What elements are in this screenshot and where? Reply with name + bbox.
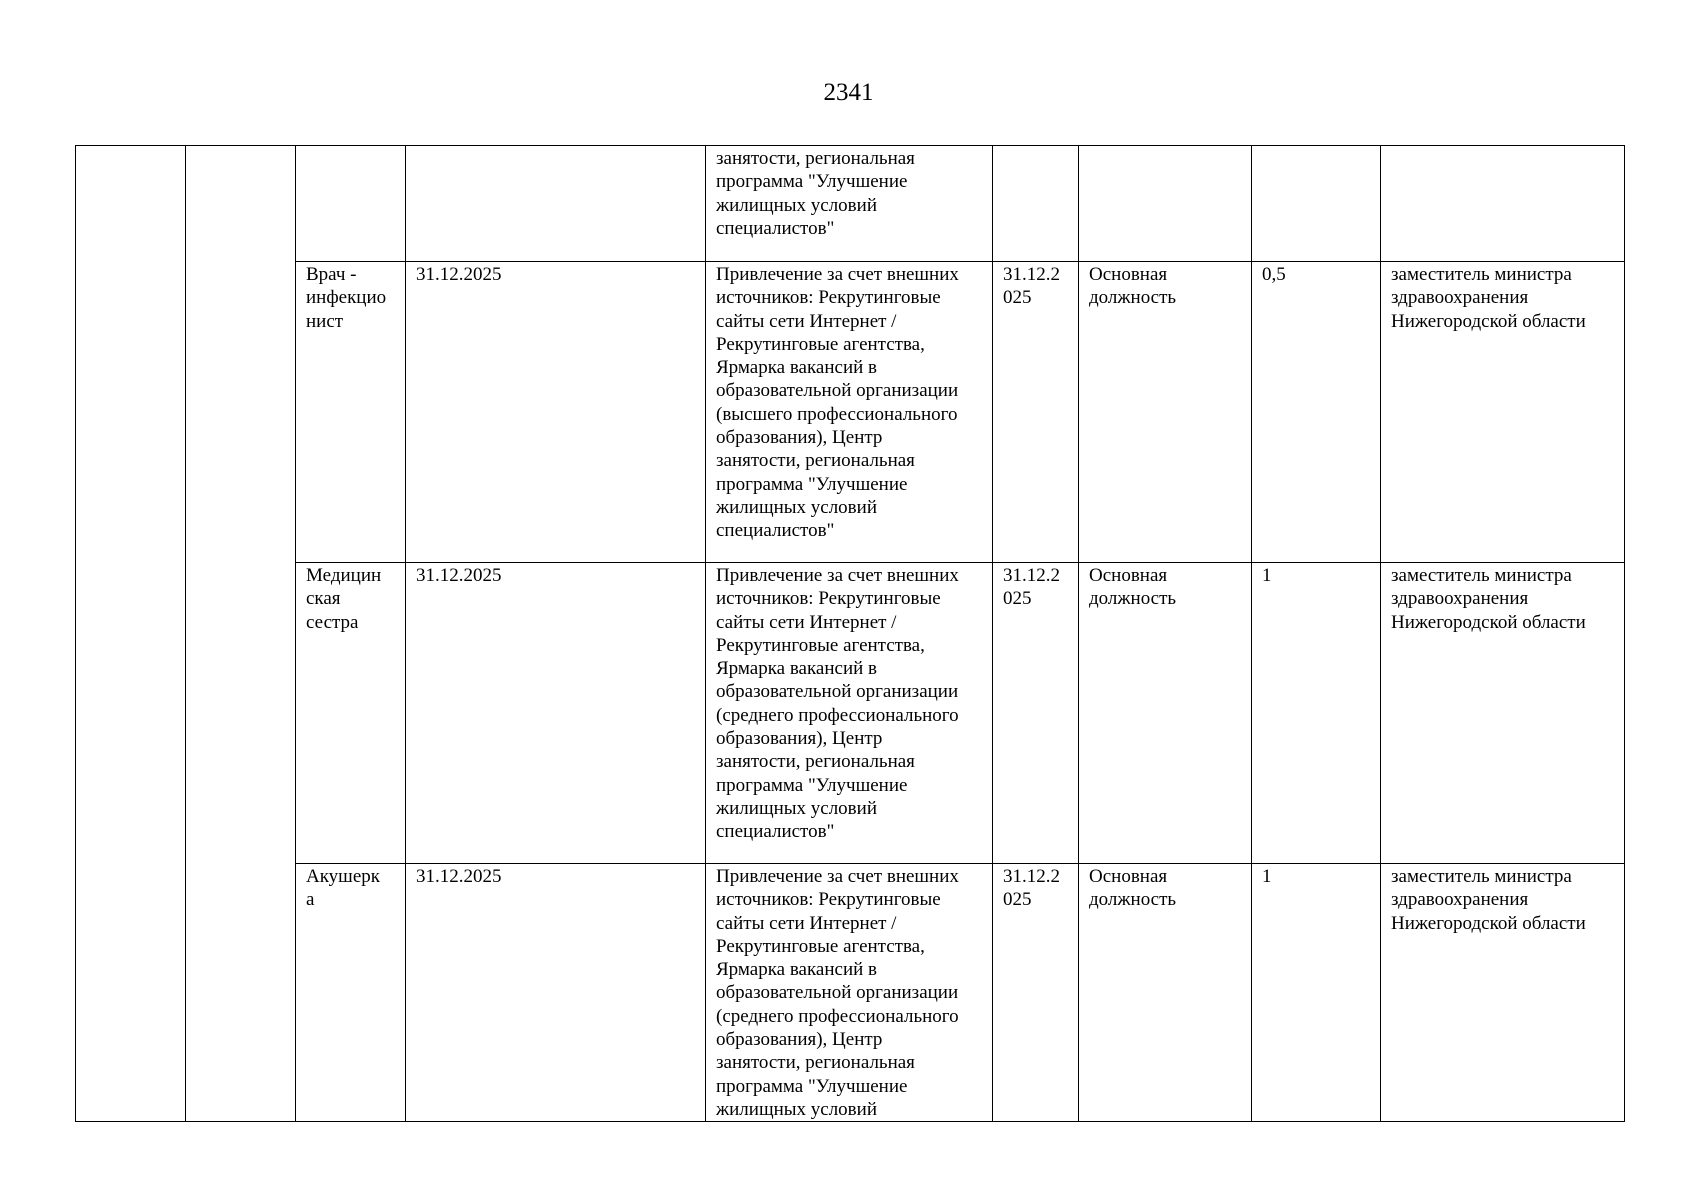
position-cell: Медицин ская сестра [296, 563, 406, 864]
deadline-cell: 31.12.2025 [406, 864, 706, 1122]
measures-cell: Привлечение за счет внешних источников: Рекрутинговые сайты сети Интернет / Рекрутинговые агентства, Ярмарка вакансий в образовательной организации (среднего профессионального образования), Центр занятости, региональная программа "Улучшение жилищных условий [706, 864, 993, 1122]
responsible-cell: заместитель министра здравоохранения Нижегородской области [1381, 262, 1625, 563]
position-type-cell [1079, 146, 1252, 262]
date-cell: 31.12.2 025 [993, 262, 1079, 563]
responsible-cell [1381, 146, 1625, 262]
position-cell: Врач - инфекцио нист [296, 262, 406, 563]
measures-cell: Привлечение за счет внешних источников: Рекрутинговые сайты сети Интернет / Рекрутинговые агентства, Ярмарка вакансий в образовательной организации (высшего профессионального образования), Центр занятости, региональная программа "Улучшение жилищных условий специалистов" [706, 262, 993, 563]
position-cell: Акушерк а [296, 864, 406, 1122]
rate-cell: 1 [1252, 864, 1381, 1122]
page-number: 2341 [823, 79, 874, 106]
date-cell [993, 146, 1079, 262]
date-cell: 31.12.2 025 [993, 864, 1079, 1122]
rate-cell: 0,5 [1252, 262, 1381, 563]
deadline-cell: 31.12.2025 [406, 563, 706, 864]
rate-cell [1252, 146, 1381, 262]
table-row [76, 563, 1625, 864]
measures-cell: занятости, региональная программа "Улучшение жилищных условий специалистов" [706, 146, 993, 262]
position-type-cell: Основная должность [1079, 864, 1252, 1122]
table-row [76, 864, 1625, 1122]
position-cell [296, 146, 406, 262]
merged-cell-col2 [186, 146, 296, 1122]
responsible-cell: заместитель министра здравоохранения Нижегородской области [1381, 563, 1625, 864]
position-type-cell: Основная должность [1079, 563, 1252, 864]
position-type-cell: Основная должность [1079, 262, 1252, 563]
merged-cell-col1 [76, 146, 186, 1122]
date-cell: 31.12.2 025 [993, 563, 1079, 864]
deadline-cell [406, 146, 706, 262]
responsible-cell: заместитель министра здравоохранения Нижегородской области [1381, 864, 1625, 1122]
measures-cell: Привлечение за счет внешних источников: Рекрутинговые сайты сети Интернет / Рекрутинговые агентства, Ярмарка вакансий в образовательной организации (среднего профессионального образования), Центр занятости, региональная программа "Улучшение жилищных условий специалистов" [706, 563, 993, 864]
deadline-cell: 31.12.2025 [406, 262, 706, 563]
rate-cell: 1 [1252, 563, 1381, 864]
staffing-table [75, 145, 1625, 1122]
table-row [76, 262, 1625, 563]
table-row [76, 146, 1625, 262]
